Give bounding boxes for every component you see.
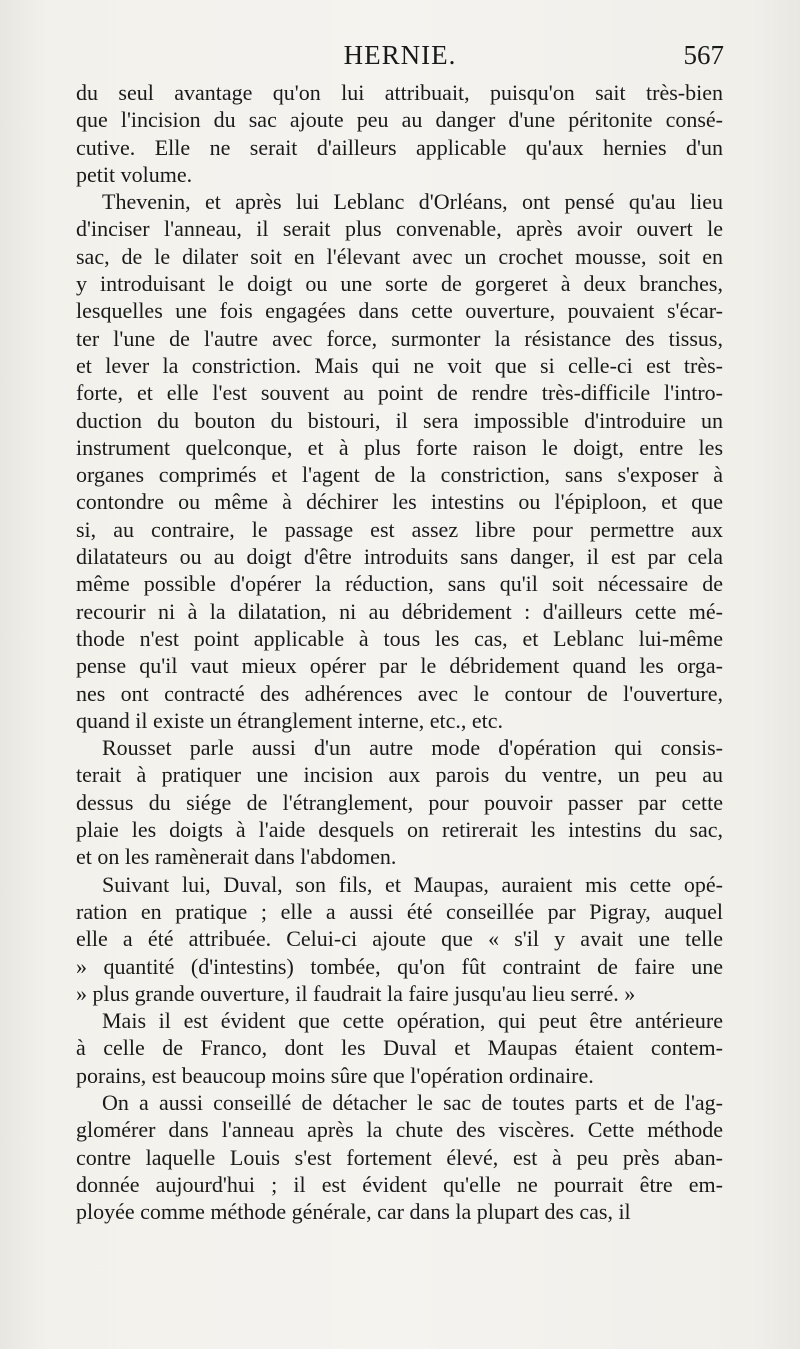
text-line: instrument quelconque, et à plus forte raison le doigt, entre les <box>76 434 723 460</box>
running-head <box>76 40 724 74</box>
text-line: pense qu'il vaut mieux opérer par le débridement quand les orga- <box>76 653 723 679</box>
text-line: On a aussi conseillé de détacher le sac de toutes parts et de l'ag- <box>102 1089 723 1115</box>
text-line: quand il existe un étranglement interne, etc., etc. <box>76 707 504 733</box>
running-title: HERNIE. <box>343 40 457 70</box>
text-line: Thevenin, et après lui Leblanc d'Orléans, ont pensé qu'au lieu <box>102 189 723 215</box>
text-line: cutive. Elle ne serait d'ailleurs applicable qu'aux hernies d'un <box>76 134 723 160</box>
text-line: nes ont contracté des adhérences avec le contour de l'ouverture, <box>76 680 723 706</box>
paragraph <box>76 79 723 188</box>
text-line: thode n'est point applicable à tous les cas, et Leblanc lui-même <box>76 625 723 651</box>
text-line: plaie les doigts à l'aide desquels on retirerait les intestins du sac, <box>76 817 723 843</box>
text-line: lesquelles une fois engagées dans cette ouverture, pouvaient s'écar- <box>76 298 723 324</box>
text-line: recourir ni à la dilatation, ni au débridement : d'ailleurs cette mé- <box>76 598 723 624</box>
text-line: Rousset parle aussi d'un autre mode d'opération qui consis- <box>102 735 723 761</box>
paragraph <box>76 188 723 734</box>
text-line: à celle de Franco, dont les Duval et Maupas étaient contem- <box>76 1035 723 1061</box>
text-line: et lever la constriction. Mais qui ne voit que si celle-ci est très- <box>76 352 723 378</box>
text-line: donnée aujourd'hui ; il est évident qu'elle ne pourrait être em- <box>76 1171 723 1197</box>
text-line: duction du bouton du bistouri, il sera impossible d'introduire un <box>76 407 723 433</box>
text-line: glomérer dans l'anneau après la chute des viscères. Cette méthode <box>76 1117 723 1143</box>
text-line: terait à pratiquer une incision aux parois du ventre, un peu au <box>76 762 723 788</box>
text-line: Mais il est évident que cette opération, qui peut être antérieure <box>102 1008 723 1034</box>
text-line: organes comprimés et l'agent de la constriction, sans s'exposer à <box>76 462 723 488</box>
text-line: ployée comme méthode générale, car dans la plupart des cas, il <box>76 1199 631 1225</box>
text-line: petit volume. <box>76 161 193 187</box>
text-line: et on les ramènerait dans l'abdomen. <box>76 844 397 870</box>
text-line: d'inciser l'anneau, il serait plus convenable, après avoir ouvert le <box>76 216 723 242</box>
text-line: contondre ou même à déchirer les intestins ou l'épiploon, et que <box>76 489 723 515</box>
page-number: 567 <box>683 40 724 70</box>
text-line: » plus grande ouverture, il faudrait la faire jusqu'au lieu serré. » <box>76 980 636 1006</box>
text-line: ration en pratique ; elle a aussi été conseillée par Pigray, auquel <box>76 898 723 924</box>
paragraph <box>76 1007 723 1089</box>
paragraph <box>76 871 723 1007</box>
text-line: ter l'une de l'autre avec force, surmonter la résistance des tissus, <box>76 325 723 351</box>
text-line: forte, et elle l'est souvent au point de rendre très-difficile l'intro- <box>76 380 723 406</box>
text-line: même possible d'opérer la réduction, sans qu'il soit nécessaire de <box>76 571 723 597</box>
text-line: sac, de le dilater soit en l'élevant avec un crochet mousse, soit en <box>76 243 723 269</box>
text-line: dessus du siége de l'étranglement, pour pouvoir passer par cette <box>76 789 723 815</box>
text-line: si, au contraire, le passage est assez libre pour permettre aux <box>76 516 723 542</box>
text-line: » quantité (d'intestins) tombée, qu'on fût contraint de faire une <box>76 953 723 979</box>
text-line: elle a été attribuée. Celui-ci ajoute que « s'il y avait une telle <box>76 926 723 952</box>
paragraph <box>76 1089 723 1225</box>
text-line: du seul avantage qu'on lui attribuait, puisqu'on sait très-bien <box>76 80 723 105</box>
text-line: dilatateurs ou au doigt d'être introduits sans danger, il est par cela <box>76 544 723 570</box>
text-line: que l'incision du sac ajoute peu au danger d'une péritonite consé- <box>76 107 723 133</box>
text-line: porains, est beaucoup moins sûre que l'opération ordinaire. <box>76 1062 594 1088</box>
text-line: y introduisant le doigt ou une sorte de gorgeret à deux branches, <box>76 271 723 297</box>
body-text <box>76 79 723 1225</box>
text-line: Suivant lui, Duval, son fils, et Maupas, auraient mis cette opé- <box>102 871 723 897</box>
text-line: contre laquelle Louis s'est fortement élevé, est à peu près aban- <box>76 1144 723 1170</box>
paragraph <box>76 734 723 870</box>
